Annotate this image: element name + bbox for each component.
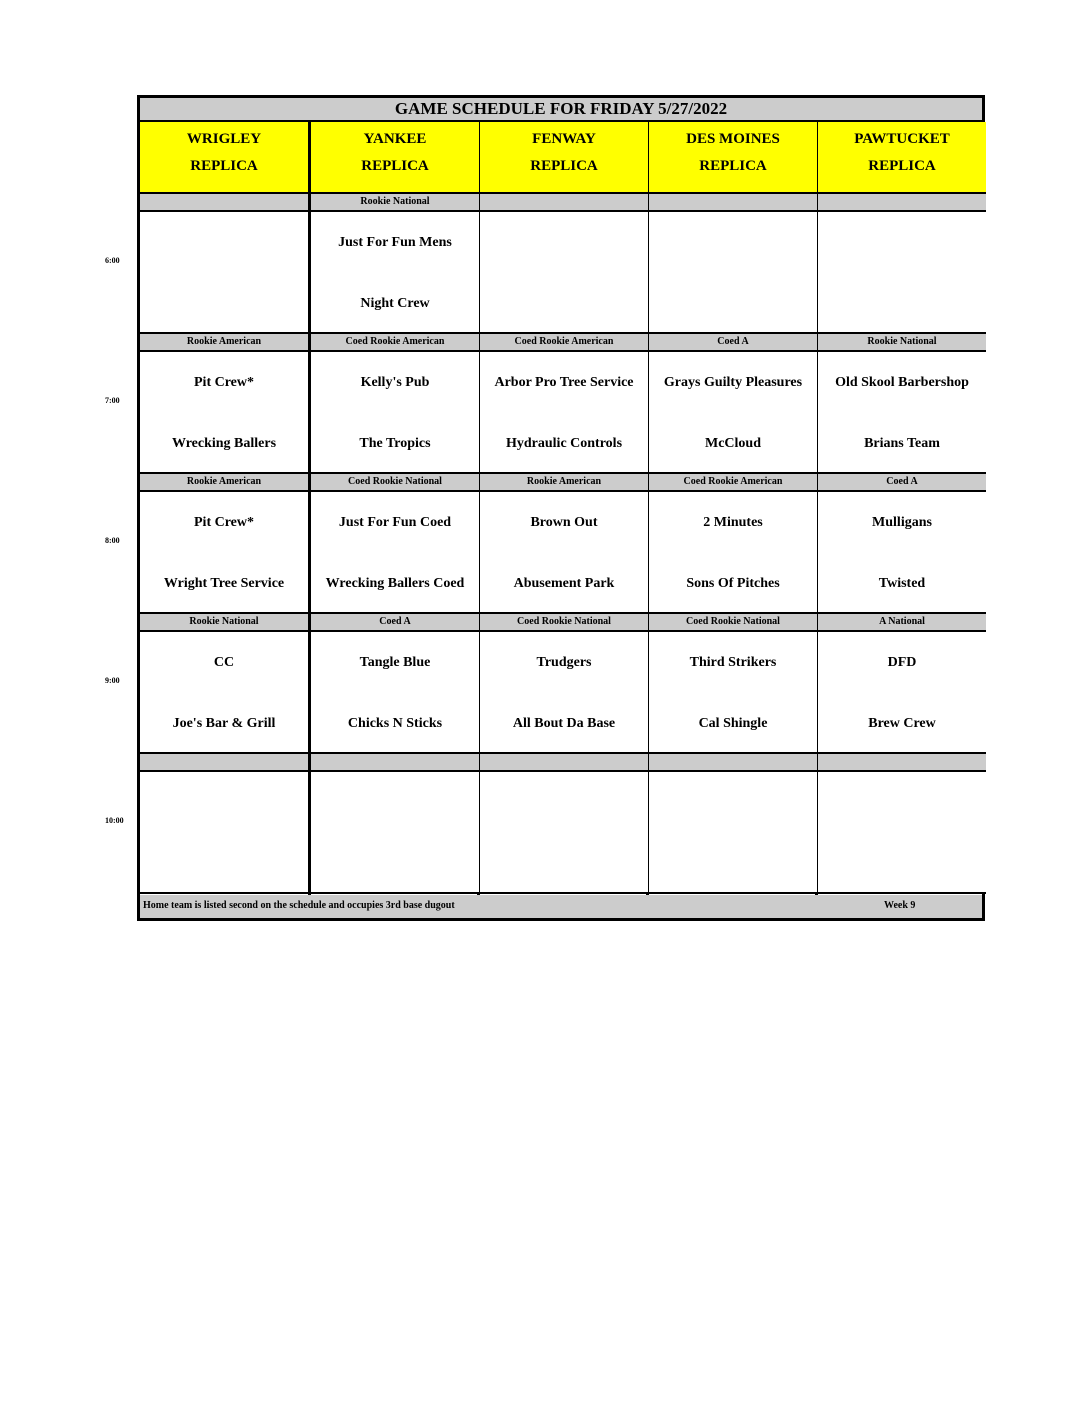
field-name: PAWTUCKET (854, 131, 950, 147)
division-label (311, 754, 479, 772)
schedule-table (137, 95, 985, 921)
home-team: Joe's Bar & Grill (172, 716, 276, 731)
home-team: Twisted (878, 576, 926, 591)
field-name: WRIGLEY (186, 131, 262, 147)
time-label: 7:00 (105, 396, 120, 405)
division-label: Coed Rookie American (480, 334, 648, 352)
game-cell (311, 352, 479, 474)
game-cell (140, 632, 308, 754)
away-team: CC (213, 655, 235, 670)
away-team: Mulligans (872, 515, 932, 530)
game-cell (649, 632, 817, 754)
game-cell (818, 632, 986, 754)
division-label: Coed A (818, 474, 986, 492)
home-team: Sons Of Pitches (686, 576, 780, 591)
home-team: Brew Crew (868, 716, 936, 731)
field-subtitle: REPLICA (361, 158, 429, 174)
division-label: Rookie American (140, 334, 308, 352)
division-label (818, 754, 986, 772)
footer-note: Home team is listed second on the schedule and occupies 3rd base dugout (143, 900, 455, 911)
field-subtitle: REPLICA (190, 158, 258, 174)
game-cell (311, 492, 479, 614)
away-team: Pit Crew* (194, 375, 254, 390)
game-cell (311, 212, 479, 334)
division-label: Rookie National (818, 334, 986, 352)
field-header (480, 122, 648, 194)
division-label (649, 194, 817, 212)
time-label: 9:00 (105, 676, 120, 685)
away-team: Kelly's Pub (360, 375, 430, 390)
home-team: Wrecking Ballers Coed (325, 576, 465, 591)
away-team: Arbor Pro Tree Service (494, 375, 634, 390)
division-label: Rookie National (140, 614, 308, 632)
game-cell (140, 772, 308, 894)
game-cell (140, 352, 308, 474)
away-team: Just For Fun Mens (338, 235, 452, 250)
division-label: Coed Rookie American (649, 474, 817, 492)
footer-bar (140, 895, 982, 918)
away-team: Grays Guilty Pleasures (663, 375, 803, 390)
away-team: Brown Out (530, 515, 598, 530)
away-team: Old Skool Barbershop (835, 375, 969, 390)
time-label: 8:00 (105, 536, 120, 545)
away-team: Trudgers (536, 655, 592, 670)
division-label: Rookie American (140, 474, 308, 492)
home-team: Hydraulic Controls (505, 436, 623, 451)
division-label: Rookie American (480, 474, 648, 492)
division-label (649, 754, 817, 772)
division-label: Coed A (311, 614, 479, 632)
game-cell (818, 492, 986, 614)
home-team: The Tropics (359, 436, 431, 451)
game-cell (649, 772, 817, 894)
division-label: Coed Rookie National (480, 614, 648, 632)
game-cell (140, 212, 308, 334)
away-team: Just For Fun Coed (338, 515, 452, 530)
game-cell (480, 632, 648, 754)
game-cell (311, 772, 479, 894)
home-team: Chicks N Sticks (347, 716, 443, 731)
home-team: Cal Shingle (698, 716, 768, 731)
away-team: Tangle Blue (359, 655, 431, 670)
away-team: Third Strikers (689, 655, 777, 670)
division-label: Coed Rookie National (649, 614, 817, 632)
home-team: Wrecking Ballers (171, 436, 277, 451)
time-label: 6:00 (105, 256, 120, 265)
division-label (140, 194, 308, 212)
home-team: All Bout Da Base (512, 716, 616, 731)
away-team: 2 Minutes (703, 515, 763, 530)
game-cell (480, 212, 648, 334)
division-label: Coed Rookie American (311, 334, 479, 352)
game-cell (311, 632, 479, 754)
division-label (818, 194, 986, 212)
away-team: DFD (887, 655, 917, 670)
field-name: FENWAY (532, 131, 596, 147)
time-label: 10:00 (105, 816, 124, 825)
home-team: Night Crew (360, 296, 430, 311)
game-cell (480, 492, 648, 614)
division-label: Coed A (649, 334, 817, 352)
game-cell (818, 772, 986, 894)
home-team: McCloud (705, 436, 761, 451)
game-cell (649, 212, 817, 334)
field-header (140, 122, 308, 194)
field-header (311, 122, 479, 194)
game-cell (140, 492, 308, 614)
home-team: Abusement Park (513, 576, 615, 591)
field-header (649, 122, 817, 194)
home-team: Wright Tree Service (163, 576, 285, 591)
division-label (140, 754, 308, 772)
division-label (480, 754, 648, 772)
field-name: YANKEE (363, 131, 427, 147)
game-cell (480, 772, 648, 894)
game-cell (480, 352, 648, 474)
schedule-title: GAME SCHEDULE FOR FRIDAY 5/27/2022 (140, 98, 982, 122)
away-team: Pit Crew* (194, 515, 254, 530)
division-label: Coed Rookie National (311, 474, 479, 492)
game-cell (649, 352, 817, 474)
field-subtitle: REPLICA (699, 158, 767, 174)
division-label: Rookie National (311, 194, 479, 212)
field-subtitle: REPLICA (868, 158, 936, 174)
division-label: A National (818, 614, 986, 632)
field-name: DES MOINES (686, 131, 780, 147)
home-team: Brians Team (864, 436, 940, 451)
field-subtitle: REPLICA (530, 158, 598, 174)
week-label: Week 9 (884, 900, 916, 911)
game-cell (649, 492, 817, 614)
game-cell (818, 352, 986, 474)
division-label (480, 194, 648, 212)
game-cell (818, 212, 986, 334)
field-header (818, 122, 986, 194)
